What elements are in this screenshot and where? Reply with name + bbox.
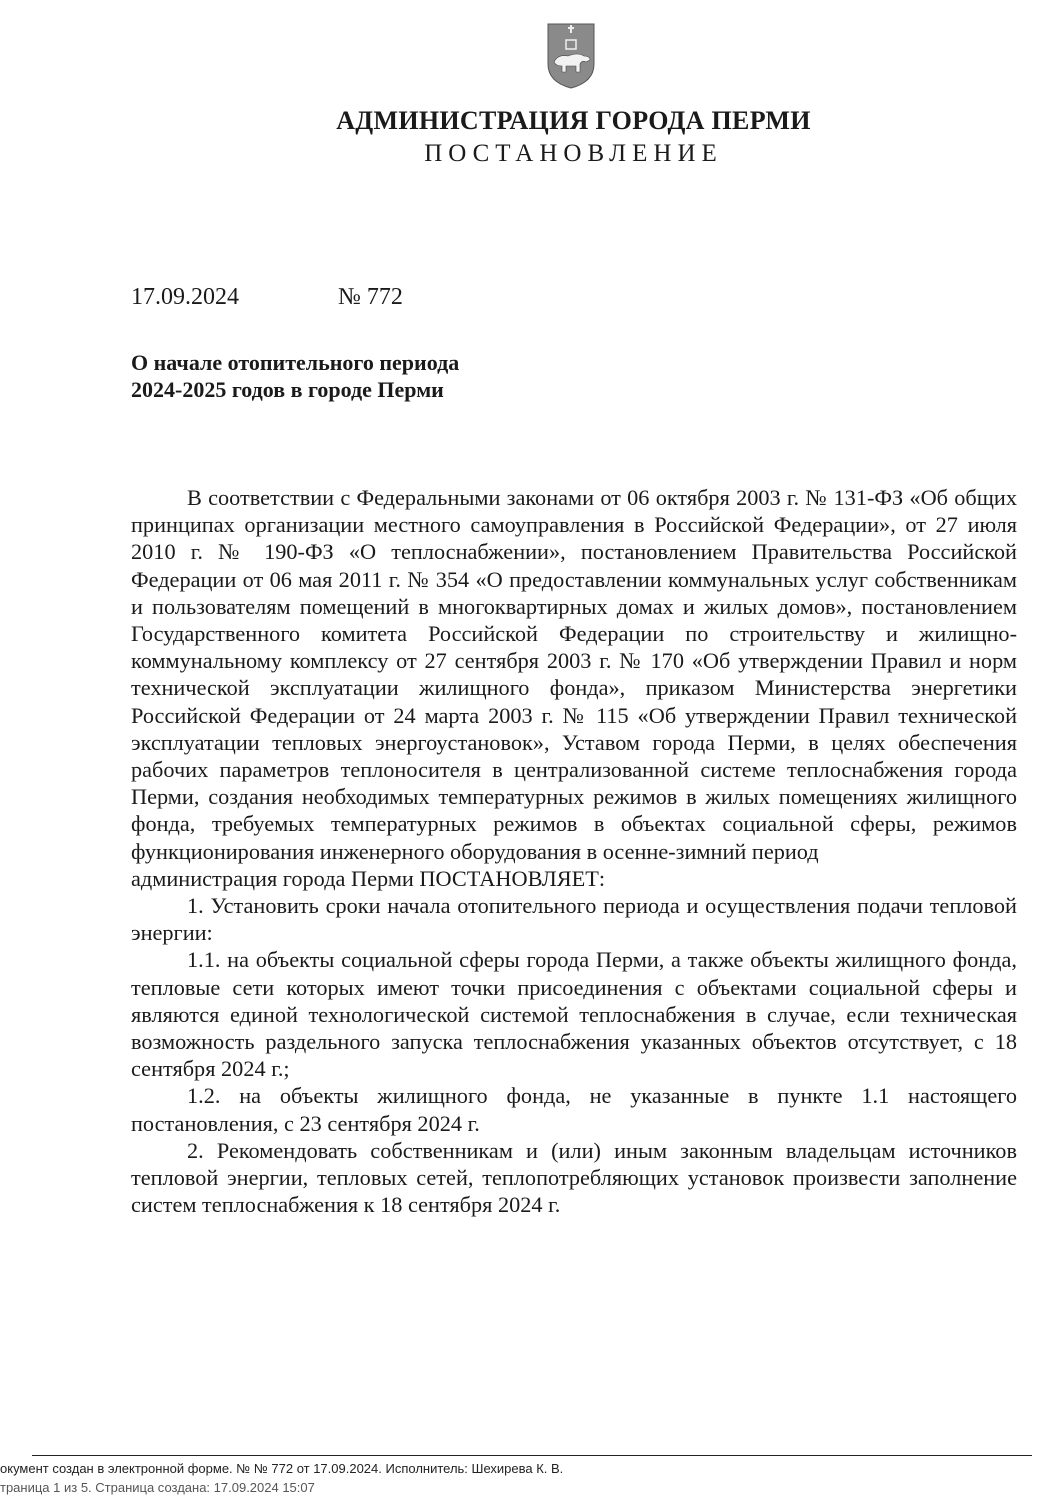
item-1-paragraph: 1. Установить сроки начала отопительного периода и осуществления подачи тепловой энергии: <box>131 893 1017 946</box>
title-line-2: 2024-2025 годов в городе Перми <box>131 377 444 402</box>
footer-page-info <box>0 1480 420 1495</box>
item-1-1-paragraph: 1.1. на объекты социальной сферы города Перми, а также объекты жилищного фонда, тепловые сети которых имеют точки присоединения с объектами социальной сферы и являются единой технологической системой теплоснабжения в случае, если техническая возможность раздельного запуска теплоснабжения указанных объектов отсутствует, с 18 сентября 2024 г.; <box>131 947 1017 1082</box>
document-date: 17.09.2024 <box>131 284 239 310</box>
footer-document-info: окумент создан в электронной форме. № № 772 от 17.09.2024. Исполнитель: Шехирева К. В. <box>0 1461 564 1476</box>
document-number: № 772 <box>338 284 403 310</box>
document-title <box>131 349 459 403</box>
organization-name: АДМИНИСТРАЦИЯ ГОРОДА ПЕРМИ <box>336 106 811 135</box>
perm-coat-of-arms-icon <box>546 20 596 90</box>
resolves-paragraph: администрация города Перми ПОСТАНОВЛЯЕТ: <box>131 865 606 891</box>
document-type: ПОСТАНОВЛЕНИЕ <box>424 140 723 167</box>
document-body <box>131 484 1017 1218</box>
footer-page-info-text: траница 1 из 5. Страница создана: 17.09.2024 15:07 <box>0 1480 315 1495</box>
title-line-1: О начале отопительного периода <box>131 350 460 375</box>
item-1-2-paragraph: 1.2. на объекты жилищного фонда, не указанные в пункте 1.1 настоящего постановления, с 23 сентября 2024 г. <box>131 1083 1017 1136</box>
footer-divider <box>32 1455 1032 1456</box>
preamble-paragraph: В соответствии с Федеральными законами от 06 октября 2003 г. № 131-ФЗ «Об общих принципах организации местного самоуправления в Российской Федерации», от 27 июля 2010 г. № 190-ФЗ «О теплоснабжении», постановлением Правительства Российской Федерации от 06 мая 2011 г. № 354 «О предоставлении коммунальных услуг собственникам и пользователям помещений в многоквартирных домах и жилых домов», постановлением Государственного комитета Российской Федерации по строительству и жилищно-коммунальному комплексу от 27 сентября 2003 г. № 170 «Об утверждении Правил и норм технической эксплуатации жилищного фонда», приказом Министерства энергетики Российской Федерации от 24 марта 2003 г. № 115 «Об утверждении Правил технической эксплуатации тепловых энергоустановок», Уставом города Перми, в целях обеспечения рабочих параметров теплоносителя в централизованной системе теплоснабжения города Перми, создания необходимых температурных режимов в жилых помещениях жилищного фонда, требуемых температурных режимов в объектах социальной сферы, режимов функционирования инженерного оборудования в осенне-зимний период <box>131 485 1017 864</box>
item-2-paragraph: 2. Рекомендовать собственникам и (или) иным законным владельцам источников тепловой энергии, тепловых сетей, теплопотребляющих установок произвести заполнение систем теплоснабжения к 18 сентября 2024 г. <box>131 1137 1017 1218</box>
